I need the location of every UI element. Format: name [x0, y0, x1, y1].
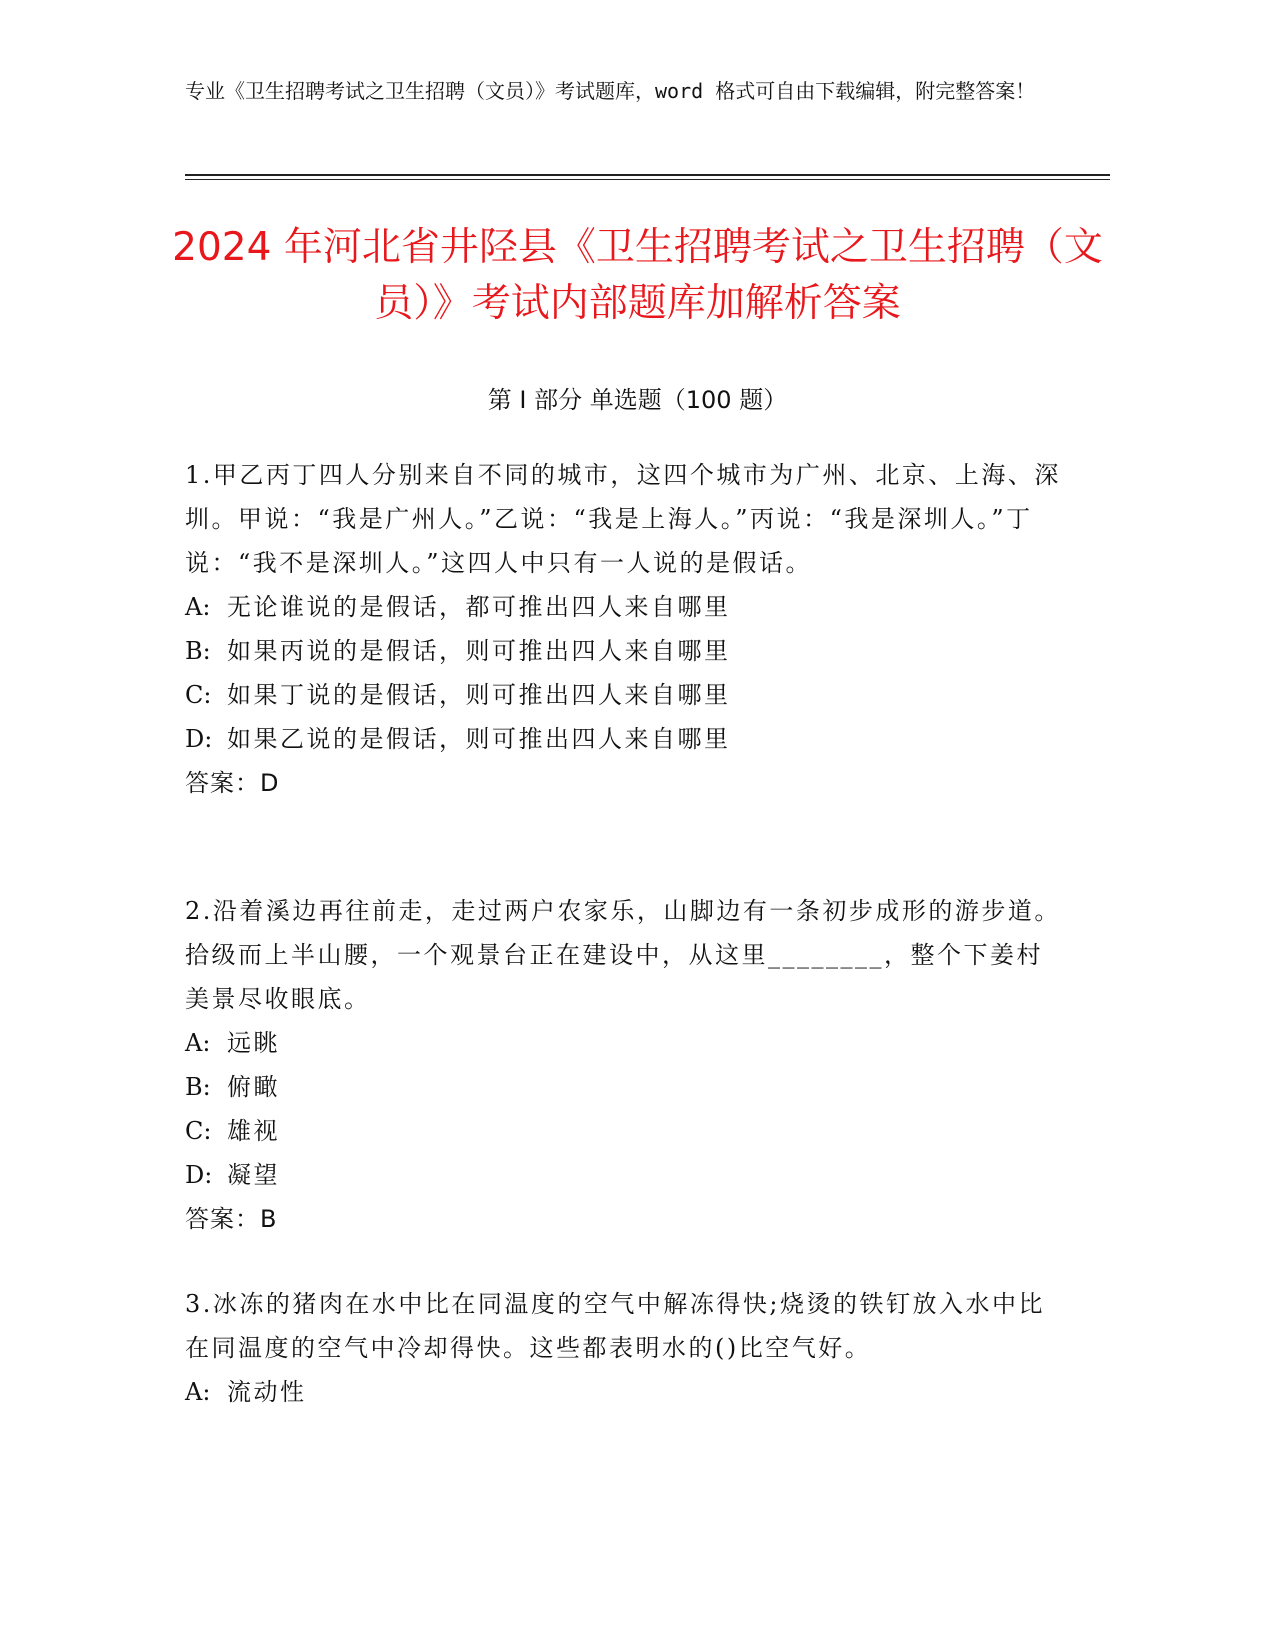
option-text: 流动性	[227, 1378, 307, 1406]
option-key: A:	[185, 1378, 211, 1406]
question-2	[185, 889, 1065, 1241]
option-a	[185, 585, 1065, 629]
option-text: 如果丁说的是假话，则可推出四人来自哪里	[227, 681, 731, 709]
option-key: D:	[185, 1161, 213, 1189]
question-3	[185, 1282, 1065, 1414]
option-key: D:	[185, 725, 213, 753]
option-text: 如果丙说的是假话，则可推出四人来自哪里	[227, 637, 731, 665]
answer: 答案：D	[185, 769, 280, 797]
option-d	[185, 1153, 1065, 1197]
option-text: 俯瞰	[227, 1073, 280, 1101]
header-rule-thin	[185, 179, 1110, 180]
option-key: A:	[185, 1029, 211, 1057]
section-title: 第 I 部分 单选题（100 题）	[487, 386, 788, 414]
option-key: A:	[185, 593, 211, 621]
question-text: 1.甲乙丙丁四人分别来自不同的城市，这四个城市为广州、北京、上海、深圳。甲说：“我是广州人。”乙说：“我是上海人。”丙说：“我是深圳人。”丁说：“我不是深圳人。”这四人中只有一人说的是假话。	[185, 461, 1061, 577]
option-b	[185, 629, 1065, 673]
option-d	[185, 717, 1065, 761]
question-1	[185, 453, 1065, 805]
option-key: C:	[185, 681, 212, 709]
document-title: 2024 年河北省井陉县《卫生招聘考试之卫生招聘（文员）》考试内部题库加解析答案	[172, 225, 1103, 326]
option-a	[185, 1021, 1065, 1065]
option-c	[185, 673, 1065, 717]
header-note: 专业《卫生招聘考试之卫生招聘（文员）》考试题库，word 格式可自由下载编辑，附完整答案！	[185, 79, 1036, 103]
option-text: 雄视	[227, 1117, 280, 1145]
header-rule-thick	[185, 174, 1110, 176]
option-text: 无论谁说的是假话，都可推出四人来自哪里	[227, 593, 731, 621]
option-key: B:	[185, 1073, 211, 1101]
option-b	[185, 1065, 1065, 1109]
option-text: 凝望	[227, 1161, 280, 1189]
option-text: 如果乙说的是假话，则可推出四人来自哪里	[227, 725, 731, 753]
question-text: 3.冰冻的猪肉在水中比在同温度的空气中解冻得快;烧烫的铁钉放入水中比在同温度的空气中冷却得快。这些都表明水的()比空气好。	[185, 1290, 1045, 1362]
answer: 答案：B	[185, 1205, 278, 1233]
option-key: B:	[185, 637, 211, 665]
option-key: C:	[185, 1117, 212, 1145]
option-text: 远眺	[227, 1029, 280, 1057]
option-c	[185, 1109, 1065, 1153]
question-text: 2.沿着溪边再往前走，走过两户农家乐，山脚边有一条初步成形的游步道。拾级而上半山腰，一个观景台正在建设中，从这里________，整个下姜村美景尽收眼底。	[185, 897, 1061, 1013]
option-a	[185, 1370, 1065, 1414]
